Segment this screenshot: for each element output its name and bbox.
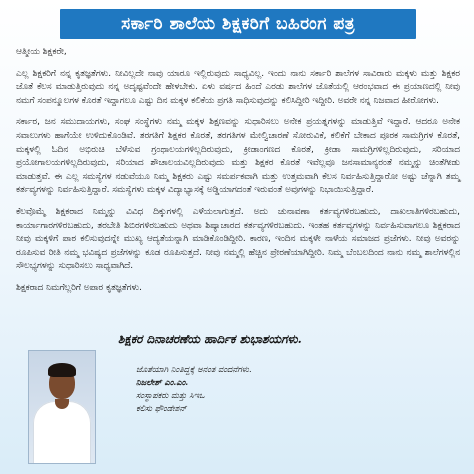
closing-line: ಶಿಕ್ಷಕರಾದ ನಿಮಗೆಲ್ಲರಿಗೆ ಅಪಾರ ಕೃತಜ್ಞತೆಗಳು. xyxy=(16,282,142,293)
teachers-day-wish: ಶಿಕ್ಷಕರ ದಿನಾಚರಣೆಯ ಹಾರ್ದಿಕ ಶುಭಾಶಯಗಳು. xyxy=(118,332,302,346)
salutation: ಆತ್ಮೀಯ ಶಿಕ್ಷಕರೇ, xyxy=(16,47,67,57)
page-title: ಸರ್ಕಾರಿ ಶಾಲೆಯ ಶಿಕ್ಷಕರಿಗೆ ಬಹಿರಂಗ ಪತ್ರ xyxy=(60,9,416,39)
author-photo xyxy=(28,350,96,464)
organization-name: ಕಲಿಸು ಫೌಂಡೇಶನ್ xyxy=(136,403,187,413)
author-name: ನಿಜಲೇಶ್ ಎಂ.ಎಂ. xyxy=(136,377,189,387)
signature-section xyxy=(16,332,460,468)
letter-body xyxy=(16,46,460,296)
signature-block xyxy=(136,363,252,415)
letter-paragraph: ಸರ್ಕಾರ, ಜನ ಸಮುದಾಯಗಳು, ಸಂಘ ಸಂಸ್ಥೆಗಳು ನಮ್ಮ ಮಕ್ಕಳ ಶಿಕ್ಷಣವನ್ನು ಸುಧಾರಿಸಲು ಅನೇಕ ಪ್ರಯತ್ನಗಳನ್ನು ಮಾಡುತ್ತಿವೆ ಇದ್ದಾರೆ. ಆದರೂ ಅನೇಕ ಸವಾಲುಗಳು ಹಾಗೆಯೇ ಉಳಿದುಕೊಂಡಿವೆ. ತರಗತಿಗೆ ಶಿಕ್ಷಕರ ಕೊರತೆ, ತರಗತಿಗಳ ಮೇಲ್ವಿಚಾರಣೆ ಸೋರುವಿಕೆ, ಕಲಿಕೆಗೆ ಬೇಕಾದ ಪೂರಕ ಸಾಮಗ್ರಿಗಳ ಕೊರತೆ, ಮಕ್ಕಳಲ್ಲಿ ಓದಿನ ಅಭಿರುಚಿ ಬೆಳೆಸುವ ಗ್ರಂಥಾಲಯಗಳಿಲ್ಲದಿರುವುದು, ಕ್ರೀಡಾಂಗಣದ ಕೊರತೆ, ಕ್ರೀಡಾ ಸಾಮಗ್ರಿಗಳಿಲ್ಲದಿರುವುದು, ಸರಿಯಾದ ಪ್ರಯೋಗಾಲಯಗಳಿಲ್ಲದಿರುವುದು, ಸರಿಯಾದ ಶೌಚಾಲಯವಿಲ್ಲದಿರುವುದು ಮತ್ತು ಶಿಕ್ಷಕರ ಕೊರತೆ ಇವೆಲ್ಲವೂ ಜನಸಾಮಾನ್ಯರಂತೆ ನಮ್ಮನ್ನು ಚಿಂತೆಗೀಡು ಮಾಡುತ್ತವೆ. ಈ ಎಲ್ಲ ಸಮಸ್ಯೆಗಳ ನಡುವೆಯೂ ನಿಮ್ಮ ಶಿಕ್ಷಕರು ಎಷ್ಟು ಸಮರ್ಪಕವಾಗಿ ಮತ್ತು ಉತ್ತಮವಾಗಿ ಕೆಲಸ ನಿರ್ವಹಿಸುತ್ತಿದ್ದಾರೋ ಅಷ್ಟು ಚೆನ್ನಾಗಿ ತಮ್ಮ ಕರ್ತವ್ಯಗಳನ್ನು ನಿರ್ವಹಿಸುತ್ತಿದ್ದಾರೆ. ಸಮಸ್ಯೆಗಳು ಮಕ್ಕಳ ವಿದ್ಯಾಭ್ಯಾಸಕ್ಕೆ ಅಡ್ಡಿಯಾಗದಂತೆ ಇರುವಂತೆ ಅವುಗಳನ್ನು ನಿಭಾಯಿಸುತ್ತಿದ್ದಾರೆ. xyxy=(16,117,460,196)
regards-line: ಜೊತೆಯಾಗಿ ನಿಂತಿದ್ದಕ್ಕೆ ಅನಂತ ವಂದನೆಗಳು. xyxy=(136,364,252,374)
author-role: ಸಂಸ್ಥಾಪಕರು ಮತ್ತು ಸಿಇಒ xyxy=(136,390,205,400)
hair-shape xyxy=(48,363,76,377)
letter-paragraph: ಎಲ್ಲ ಶಿಕ್ಷಕರಿಗೆ ನನ್ನ ಕೃತಜ್ಞತೆಗಳು. ನೀವಿಲ್ಲದೇ ನಾವು ಯಾರೂ ಇಲ್ಲಿರುವುದು ಸಾಧ್ಯವಿಲ್ಲ. ಇಂದು ನಾನು ಸರ್ಕಾರಿ ಶಾಲೆಗಳ ಸಾವಿರಾರು ಮಕ್ಕಳು ಮತ್ತು ಶಿಕ್ಷಕರ ಜೊತೆ ಕೆಲಸ ಮಾಡುತ್ತಿರುವುದು ನನ್ನ ಅದೃಷ್ಟವೆಂದೇ ಹೇಳಬೇಕು. ಏಳು ವರ್ಷದ ಹಿಂದೆ ಎರಡು ಶಾಲೆಗಳ ಜೊತೆಯಲ್ಲಿ ಆರಂಭವಾದ ಈ ಪ್ರಯಾಣದಲ್ಲಿ ನೀವು ನಮಗೆ ಸಂಪನ್ಮೂಲಗಳ ಕೊರತೆ ಇದ್ದಾಗಲೂ ಎಷ್ಟು ದಿನ ಮಕ್ಕಳ ಕಲಿಕೆಯ ಪ್ರಗತಿ ಸಾಧಿಸುವುದನ್ನು ಕಲಿಸಿದ್ದೀರಿ ಇದ್ದೀರಿ. ಅವರೇ ನನ್ನ ನಿಜವಾದ ಹೀರೋಗಳು. xyxy=(16,68,460,106)
shirt-shape xyxy=(33,401,91,464)
letter-paragraph: ಕೆಲವೊಮ್ಮೆ ಶಿಕ್ಷಕರಾದ ನಿಮ್ಮನ್ನು ವಿವಿಧ ದಿಕ್ಕುಗಳಲ್ಲಿ ಎಳೆಯಲಾಗುತ್ತದೆ. ಅದು ಚುನಾವಣಾ ಕರ್ತವ್ಯಗಳಿರಬಹುದು, ದಾಖಲಾತಿಗಳಿರಬಹುದು, ಕಾರ್ಯಾಗಾರಗಳಿರಬಹುದು, ತರಬೇತಿ ಶಿಬಿರಗಳಿರಬಹುದು ಅಥವಾ ಶಿಷ್ಯಾಚಾರದ ಕರ್ತವ್ಯಗಳಿರಬಹುದು. ಇಂತಹ ಕರ್ತವ್ಯಗಳನ್ನು ನಿರ್ವಹಿಸುವಾಗಲೂ ಶಿಕ್ಷಕರಾದ ನೀವು ಮಕ್ಕಳಿಗೆ ಪಾಠ ಕಲಿಸುವುದನ್ನೇ ಮುಖ್ಯ ಆದ್ಯತೆಯನ್ನಾಗಿ ಮಾಡಿಕೊಂಡಿದ್ದೀರಿ. ಕಾರಣ, ಇಂದಿನ ಮಕ್ಕಳೇ ನಾಳೆಯ ಸಮಾಜದ ಪ್ರಜೆಗಳು. ನೀವು ಅವರನ್ನು ರೂಪಿಸುವ ರೀತಿ ನಮ್ಮ ಭವಿಷ್ಯದ ಪ್ರಜೆಗಳನ್ನು ಕೂಡ ರೂಪಿಸುತ್ತದೆ. ನೀವು ನಮ್ಮಲ್ಲಿ ಹೆಚ್ಚಿನ ಪ್ರೇರಣೆಯಾಗಿದ್ದೀರಿ. ನಿಮ್ಮ ಬೆಂಬಲದಿಂದ ನಾನು ನಮ್ಮ ಶಾಲೆಗಳಲ್ಲಿನ ಸೌಲಭ್ಯಗಳನ್ನು ಸುಧಾರಿಸಲು ಸಾಧ್ಯವಾಗಿದೆ. xyxy=(16,206,460,272)
